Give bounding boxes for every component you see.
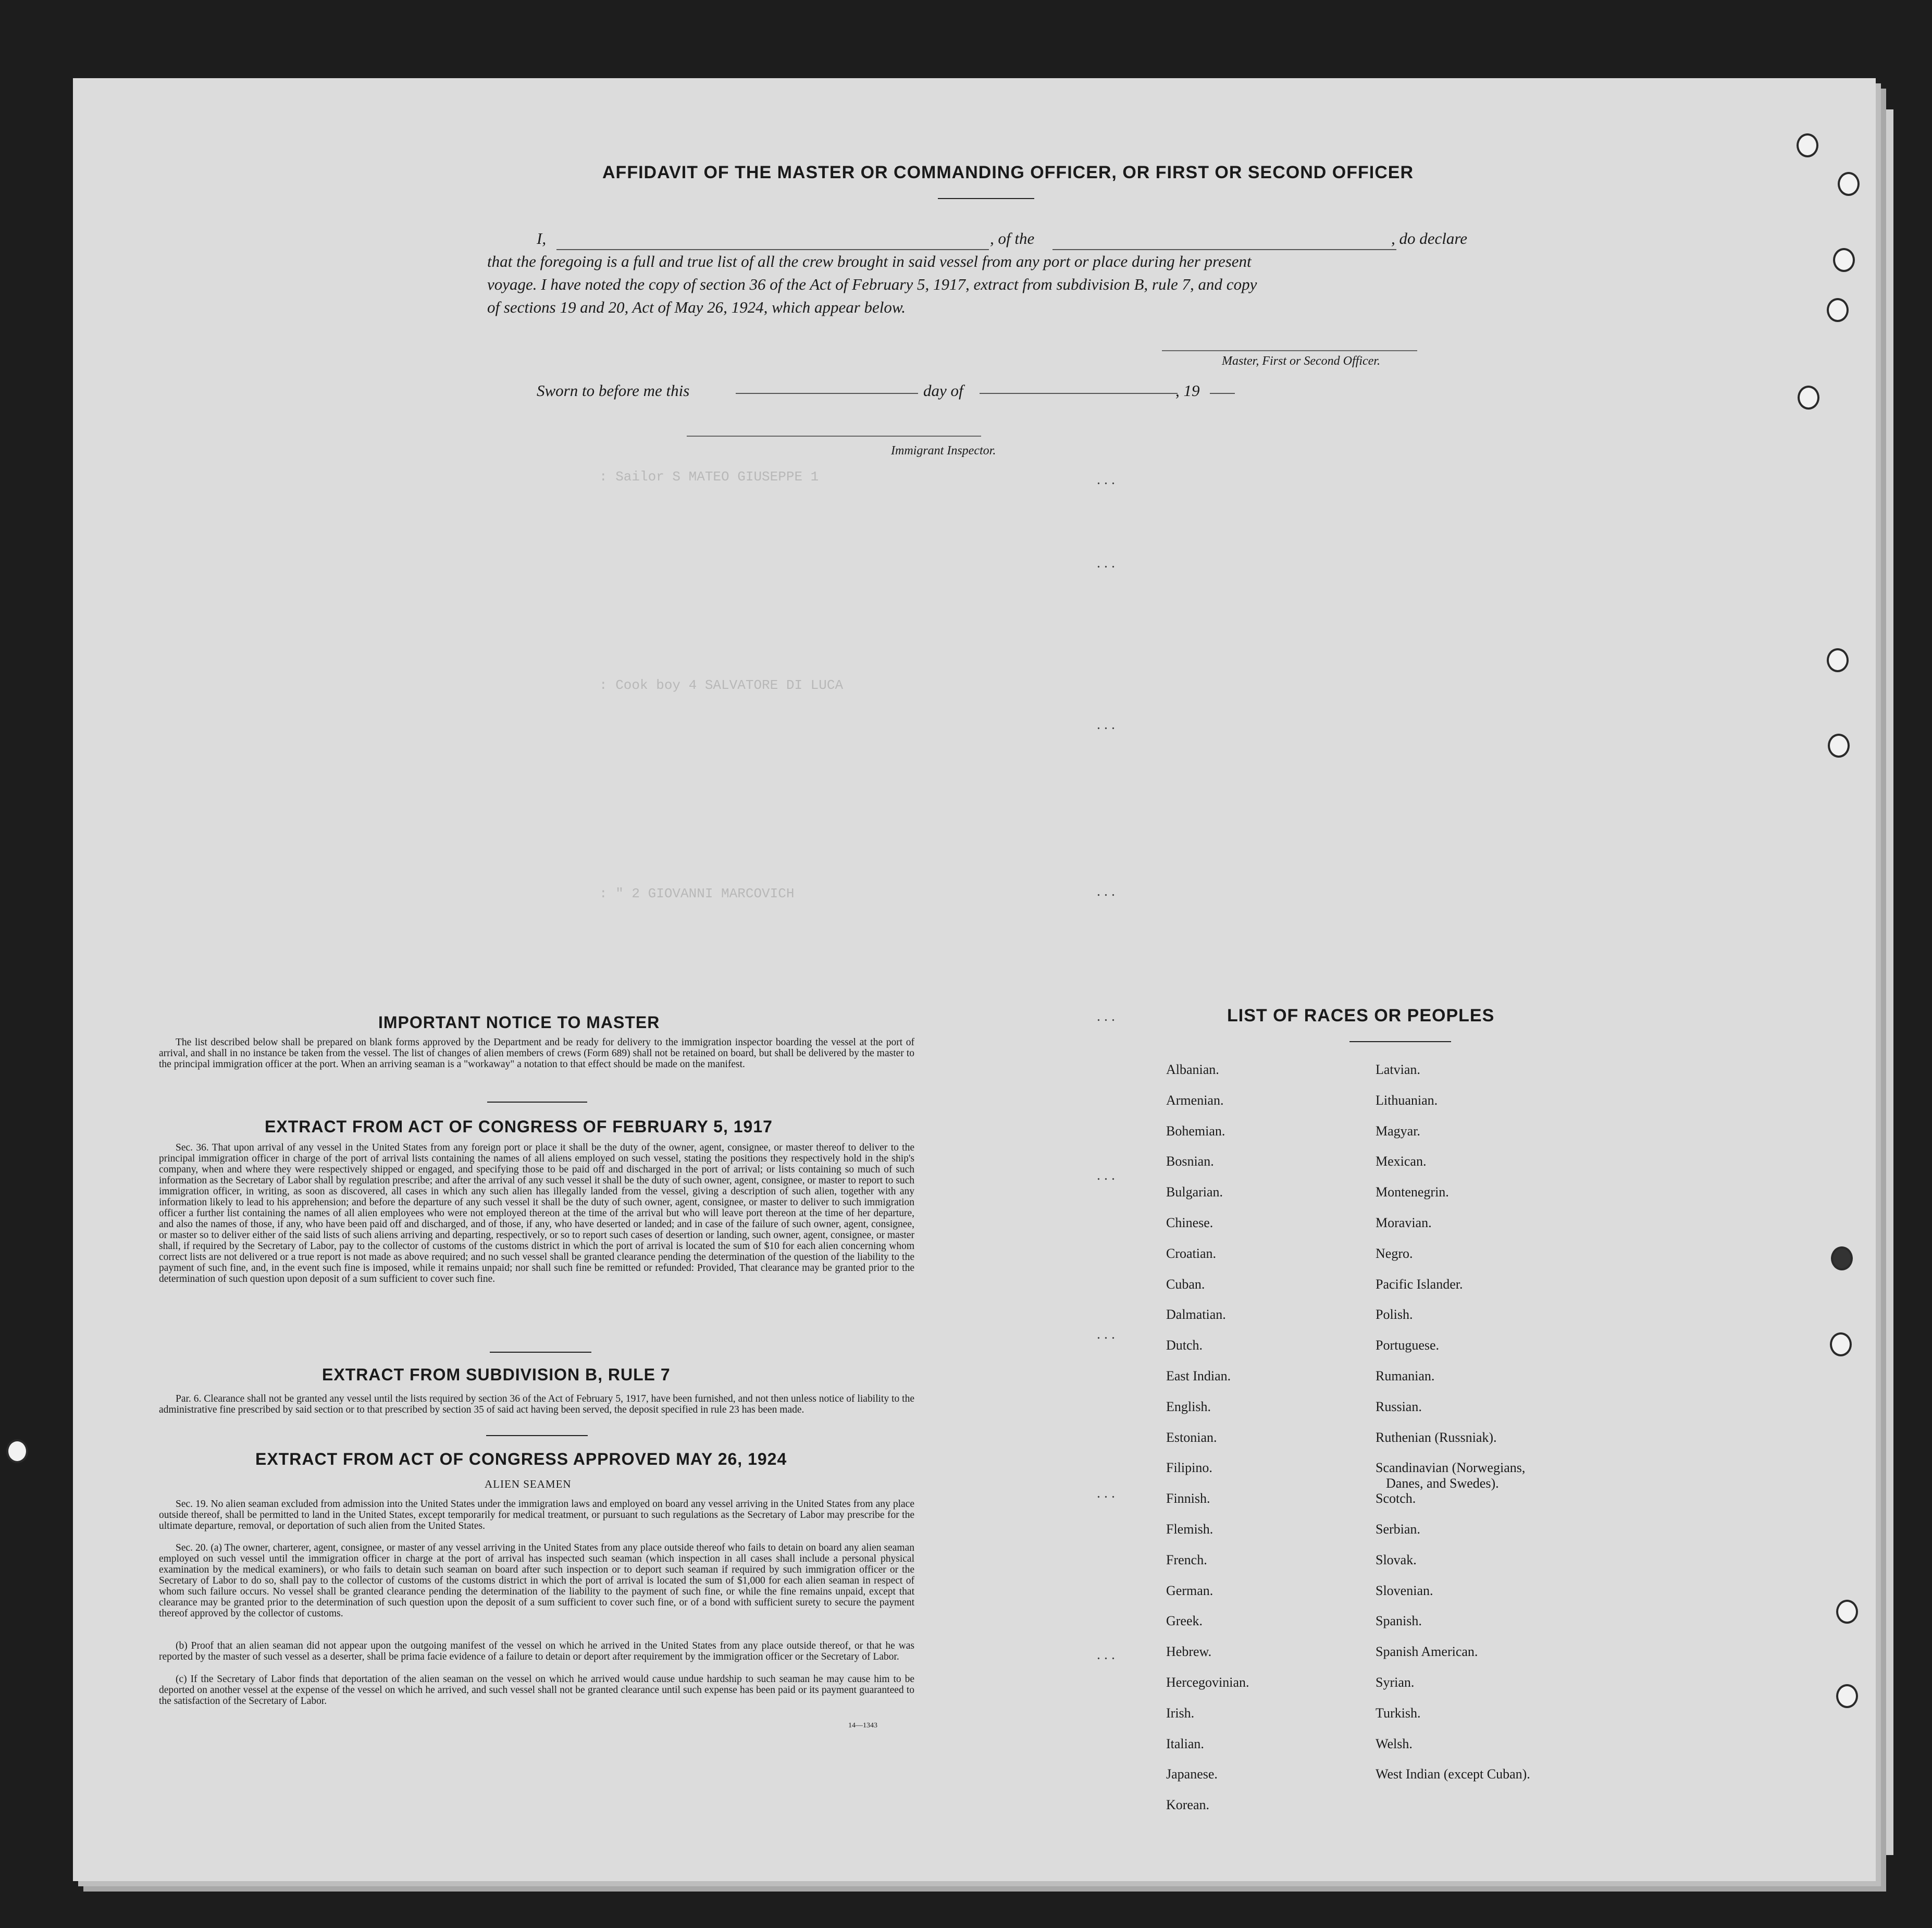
race-item: Slovenian. bbox=[1376, 1583, 1433, 1598]
binder-hole-icon bbox=[1828, 734, 1850, 758]
race-item: Spanish. bbox=[1376, 1613, 1422, 1629]
extract-1924-title: EXTRACT FROM ACT OF CONGRESS APPROVED MAY 26, 1924 bbox=[255, 1450, 787, 1468]
column-marks: . . . bbox=[1097, 1485, 1115, 1501]
extract-1917-text: Sec. 36. That upon arrival of any vessel in the United States from any foreign port or place it shall be the duty of the owner, agent, consignee, or master thereof to deliver to the principal immigration officer in charge of the port of arrival lists containing the names of all aliens employed on such vessel, stating the positions they respectively hold in the ship's company, when and where they were respectively shipped or engaged, and specifying those to be paid off and discharged in the port of arrival; or lists containing so much of such information as the Secretary of Labor shall by regulation prescribe; and after the arrival of any such vessel it shall be the duty of such owner, agent, consignee, or master to report to such immigration officer, in writing, as soon as discovered, all cases in which any such alien has illegally landed from the vessel, giving a description of such alien, together with any information likely to lead to his apprehension; and before the departure of any such vessel it shall be the duty of such owner, agent, consignee, or master to deliver to such immigration officer a further list containing the names of all alien employees who were not employed thereon at the time of the arrival but who will leave port thereon at the time of her departure, and also the names of those, if any, who have been paid off and discharged, and of those, if any, who have deserted or landed; and in case of the failure of such owner, agent, consignee, or master so to deliver either of the said lists of such aliens arriving and departing, respectively, or so to report such cases of desertion or landing, such owner, agent, consignee, or master shall, if required by the Secretary of Labor, pay to the collector of customs of the customs district in which the port of arrival is located the sum of $10 for each alien concerning whom correct lists are not delivered or a true report is not made as above required; and no such vessel shall be granted clearance pending the determination of the question of the liability to the payment of such fine, and, in the event such fine is imposed, while it remains unpaid; nor shall such fine be remitted or refunded: Provided, That clearance may be granted prior to the determination of such question upon deposit of a sum sufficient to cover such fine. bbox=[159, 1142, 914, 1284]
year-blank[interactable] bbox=[1210, 393, 1235, 394]
race-item: Scandinavian (Norwegians, bbox=[1376, 1460, 1526, 1476]
race-item: Scotch. bbox=[1376, 1491, 1416, 1506]
race-item: Armenian. bbox=[1166, 1092, 1224, 1108]
column-marks: . . . bbox=[1097, 472, 1115, 488]
race-item: Slovak. bbox=[1376, 1552, 1417, 1567]
form-number: 14—1343 bbox=[848, 1722, 877, 1729]
sec-20c-text: (c) If the Secretary of Labor finds that deportation of the alien seaman on the vessel on which he arrived would cause undue hardship to such seaman he may cause him to be deported on another vessel at the expense of the vessel on which he arrived, and such vessel shall not be granted clearance until such expense has been paid or its payment guaranteed to the satisfaction of the Secretary of Labor. bbox=[159, 1674, 914, 1707]
race-item: Welsh. bbox=[1376, 1736, 1413, 1751]
divider bbox=[938, 198, 1034, 199]
sec-19-text: Sec. 19. No alien seaman excluded from admission into the United States under the immigration laws and employed on board any vessel arriving in the United States from any place outside thereof, shall be permitted to land in the United States, except temporarily for medical treatment, or pursuant to such regulations as the Secretary of Labor may prescribe for the ultimate departure, removal, or deportation of such alien from the United States. bbox=[159, 1499, 914, 1531]
race-item: Albanian. bbox=[1166, 1062, 1219, 1077]
master-signature-line[interactable] bbox=[1162, 350, 1417, 351]
month-blank[interactable] bbox=[980, 393, 1178, 394]
inspector-signature-line[interactable] bbox=[687, 436, 981, 437]
binder-hole-icon bbox=[1827, 298, 1849, 322]
race-item: Bohemian. bbox=[1166, 1123, 1225, 1139]
affidavit-title: AFFIDAVIT OF THE MASTER OR COMMANDING OFFICER, OR FIRST OR SECOND OFFICER bbox=[602, 163, 1414, 182]
race-item: Danes, and Swedes). bbox=[1386, 1476, 1499, 1491]
notice-text: The list described below shall be prepared on blank forms approved by the Department and be ready for delivery to the immigration inspector boarding the vessel at the port of arrival, and shall in no instance be taken from the vessel. The list of changes of alien members of crews (Form 689) shall not be retained on board, but shall be delivered by the master to the principal immigration officer at the port. When an arriving seaman is a "workaway" a notation to that effect should be made on the manifest. bbox=[159, 1037, 914, 1070]
race-item: Bulgarian. bbox=[1166, 1184, 1223, 1200]
binder-hole-icon bbox=[1836, 1684, 1858, 1708]
binder-hole-icon bbox=[1831, 1246, 1853, 1270]
divider bbox=[486, 1435, 588, 1436]
binder-hole-icon bbox=[1797, 133, 1818, 157]
column-marks: . . . bbox=[1097, 1167, 1115, 1183]
affidavit-line-1a: I, bbox=[537, 229, 547, 248]
sworn-text-a: Sworn to before me this bbox=[537, 381, 690, 400]
race-item: Mexican. bbox=[1376, 1154, 1427, 1169]
bleed-through-text: : " 2 GIOVANNI MARCOVICH bbox=[599, 886, 795, 901]
bleed-through-text: : Sailor S MATEO GIUSEPPE 1 bbox=[599, 469, 819, 485]
race-item: Irish. bbox=[1166, 1705, 1195, 1721]
race-item: Estonian. bbox=[1166, 1429, 1217, 1445]
race-item: Negro. bbox=[1376, 1245, 1413, 1261]
notice-title: IMPORTANT NOTICE TO MASTER bbox=[378, 1013, 660, 1032]
race-item: Lithuanian. bbox=[1376, 1092, 1438, 1108]
extract-1917-title: EXTRACT FROM ACT OF CONGRESS OF FEBRUARY 5, 1917 bbox=[265, 1117, 773, 1136]
rule-7-text: Par. 6. Clearance shall not be granted any vessel until the lists required by section 36 of the Act of February 5, 1917, have been furnished, and not then unless notice of liability to the administrative fine prescribed by said section or to that prescribed by section 35 of said act having been served, the deposit specified in rule 23 has been made. bbox=[159, 1393, 914, 1415]
race-item: French. bbox=[1166, 1552, 1207, 1567]
race-item: Serbian. bbox=[1376, 1522, 1420, 1537]
race-item: East Indian. bbox=[1166, 1368, 1231, 1383]
race-item: Latvian. bbox=[1376, 1062, 1420, 1077]
affidavit-line-3: voyage. I have noted the copy of section 36 of the Act of February 5, 1917, extract from subdivision B, rule 7, and copy bbox=[487, 275, 1257, 293]
race-item: Italian. bbox=[1166, 1736, 1204, 1751]
column-marks: . . . bbox=[1097, 1647, 1115, 1663]
race-item: Hebrew. bbox=[1166, 1644, 1212, 1660]
affidavit-line-1c: , do declare bbox=[1391, 229, 1468, 248]
race-item: Turkish. bbox=[1376, 1705, 1421, 1721]
race-item: Syrian. bbox=[1376, 1675, 1415, 1690]
race-item: Ruthenian (Russniak). bbox=[1376, 1429, 1497, 1445]
race-item: Filipino. bbox=[1166, 1460, 1212, 1476]
race-item: Moravian. bbox=[1376, 1215, 1432, 1230]
race-item: West Indian (except Cuban). bbox=[1376, 1766, 1530, 1782]
race-item: Cuban. bbox=[1166, 1276, 1205, 1292]
sec-20a-text: Sec. 20. (a) The owner, charterer, agent, consignee, or master of any vessel arriving in the United States from any place outside thereof who fails to detain on board any alien seaman employed on such vessel until the immigration officer in charge at the port of arrival has inspected such seaman (which inspection in all cases shall include a personal physical examination by the medical examiners), or who fails to detain such seaman on board after such inspection or to deport such seaman if required by such immigration officer or the Secretary of Labor to do so, shall pay to the collector of customs of the customs district in which the port of arrival is located the sum of $1,000 for each alien seaman in respect of whom such failure occurs. No vessel shall be granted clearance pending the determination of the liability to the payment of such fine, or while the fine remains unpaid, except that clearance may be granted prior to the determination of such question upon the deposit of a sum sufficient to cover such fine, or of a bond with sufficient surety to secure the payment thereof approved by the collector of customs. bbox=[159, 1542, 914, 1619]
race-item: Finnish. bbox=[1166, 1491, 1210, 1506]
divider bbox=[487, 1102, 587, 1103]
race-item: Russian. bbox=[1376, 1399, 1422, 1414]
divider bbox=[490, 1352, 591, 1353]
races-title: LIST OF RACES OR PEOPLES bbox=[1227, 1006, 1495, 1025]
race-item: Hercegovinian. bbox=[1166, 1675, 1249, 1690]
alien-seamen-subtitle: ALIEN SEAMEN bbox=[485, 1478, 572, 1490]
race-item: Pacific Islander. bbox=[1376, 1276, 1463, 1292]
race-item: Greek. bbox=[1166, 1613, 1203, 1629]
divider bbox=[1349, 1041, 1451, 1042]
race-item: German. bbox=[1166, 1583, 1213, 1598]
affidavit-line-4: of sections 19 and 20, Act of May 26, 1924, which appear below. bbox=[487, 298, 906, 316]
race-item: Korean. bbox=[1166, 1797, 1210, 1813]
bleed-through-text: : Cook boy 4 SALVATORE DI LUCA bbox=[599, 677, 844, 693]
sworn-text-c: , 19 bbox=[1175, 381, 1200, 400]
rule-7-title: EXTRACT FROM SUBDIVISION B, RULE 7 bbox=[322, 1365, 671, 1384]
column-marks: . . . bbox=[1097, 883, 1115, 899]
binder-hole-icon bbox=[1798, 386, 1819, 410]
column-marks: . . . bbox=[1097, 716, 1115, 733]
race-item: Montenegrin. bbox=[1376, 1184, 1449, 1200]
race-item: Dutch. bbox=[1166, 1338, 1203, 1353]
race-item: Magyar. bbox=[1376, 1123, 1420, 1139]
master-label: Master, First or Second Officer. bbox=[1222, 354, 1380, 368]
race-item: Portuguese. bbox=[1376, 1338, 1440, 1353]
sworn-text-b: day of bbox=[923, 381, 963, 400]
day-blank[interactable] bbox=[736, 393, 918, 394]
race-item: Dalmatian. bbox=[1166, 1307, 1226, 1323]
sec-20b-text: (b) Proof that an alien seaman did not appear upon the outgoing manifest of the vessel on which he arrived in the United States from any place outside thereof, or that he was reported by the master of such vessel as a deserter, shall be prima facie evidence of a failure to detain or deport after requirement by the immigration officer or the Secretary of Labor. bbox=[159, 1640, 914, 1662]
affidavit-line-2: that the foregoing is a full and true list of all the crew brought in said vessel from any port or place during her present bbox=[487, 252, 1252, 270]
binder-hole-icon bbox=[1830, 1332, 1852, 1356]
column-marks: . . . bbox=[1097, 555, 1115, 571]
binder-hole-icon bbox=[1836, 1600, 1858, 1624]
column-marks: . . . bbox=[1097, 1326, 1115, 1342]
race-item: English. bbox=[1166, 1399, 1211, 1414]
inspector-label: Immigrant Inspector. bbox=[891, 444, 996, 458]
page-edge bbox=[1886, 109, 1893, 1855]
column-marks: . . . bbox=[1097, 1008, 1115, 1024]
binder-hole-icon bbox=[6, 1439, 28, 1463]
race-item: Croatian. bbox=[1166, 1245, 1217, 1261]
race-item: Chinese. bbox=[1166, 1215, 1213, 1230]
race-item: Flemish. bbox=[1166, 1522, 1213, 1537]
binder-hole-icon bbox=[1827, 648, 1849, 672]
race-item: Spanish American. bbox=[1376, 1644, 1478, 1660]
race-item: Japanese. bbox=[1166, 1766, 1218, 1782]
race-item: Rumanian. bbox=[1376, 1368, 1435, 1383]
race-item: Bosnian. bbox=[1166, 1154, 1214, 1169]
affidavit-line-1b: , of the bbox=[990, 229, 1035, 248]
binder-hole-icon bbox=[1833, 248, 1855, 272]
race-item: Polish. bbox=[1376, 1307, 1413, 1323]
binder-hole-icon bbox=[1838, 172, 1860, 196]
